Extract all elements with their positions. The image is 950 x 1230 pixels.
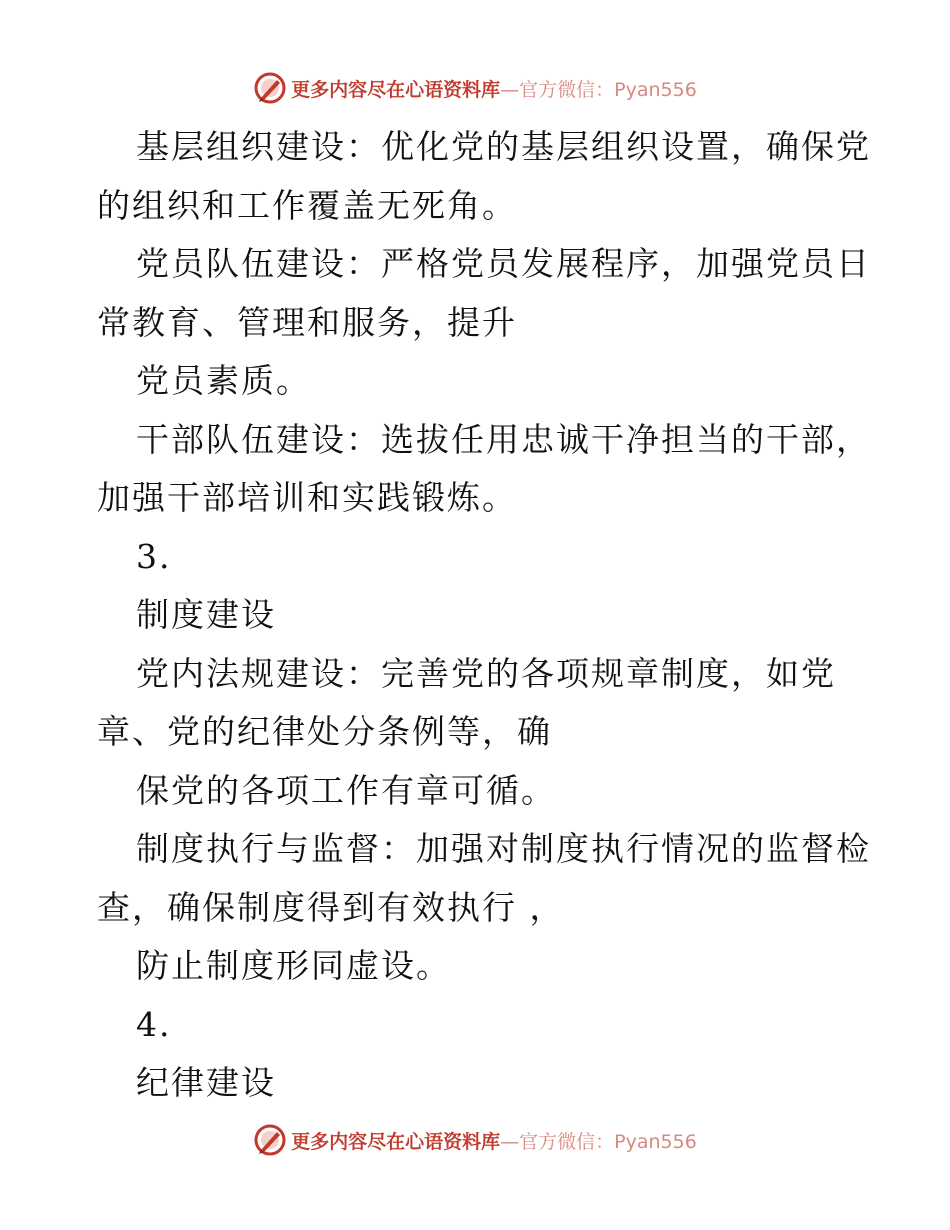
footer-banner xyxy=(0,1120,950,1160)
paragraph-line: 党内法规建设：完善党的各项规章制度，如党 xyxy=(136,653,836,693)
pen-logo-icon xyxy=(253,71,287,105)
section-number: 3. xyxy=(136,536,172,576)
paragraph-line: 党员队伍建设：严格党员发展程序，加强党员日 xyxy=(136,244,871,283)
header-contact-text: —官方微信：Pyan556 xyxy=(500,78,697,101)
pen-logo-icon xyxy=(253,1123,287,1157)
footer-site-text: 更多内容尽在心语资料库 xyxy=(291,1130,501,1153)
section-number: 4. xyxy=(136,1004,172,1044)
paragraph-line: 党员素质。 xyxy=(136,361,311,400)
document-body xyxy=(97,118,871,1113)
paragraph-line: 基层组织建设：优化党的基层组织设置，确保党 xyxy=(136,127,871,166)
paragraph-line: 制度执行与监督：加强对制度执行情况的监督检 xyxy=(136,829,871,868)
paragraph-line: 的组织和工作覆盖无死角。 xyxy=(97,185,517,225)
section-heading: 制度建设 xyxy=(136,595,276,634)
paragraph-line: 加强干部培训和实践锻炼。 xyxy=(97,478,517,517)
paragraph-line: 防止制度形同虚设。 xyxy=(136,946,451,985)
section-heading: 纪律建设 xyxy=(136,1063,276,1102)
paragraph-line: 常教育、管理和服务，提升 xyxy=(97,302,517,342)
paragraph-line: 保党的各项工作有章可循。 xyxy=(136,770,556,810)
header-site-text: 更多内容尽在心语资料库 xyxy=(291,78,501,101)
footer-contact-text: —官方微信：Pyan556 xyxy=(500,1130,697,1153)
paragraph-line: 查，确保制度得到有效执行 ， xyxy=(97,887,565,927)
header-banner xyxy=(0,68,950,108)
paragraph-line: 干部队伍建设：选拔任用忠诚干净担当的干部， xyxy=(136,419,871,459)
paragraph-line: 章、党的纪律处分条例等，确 xyxy=(97,712,552,751)
